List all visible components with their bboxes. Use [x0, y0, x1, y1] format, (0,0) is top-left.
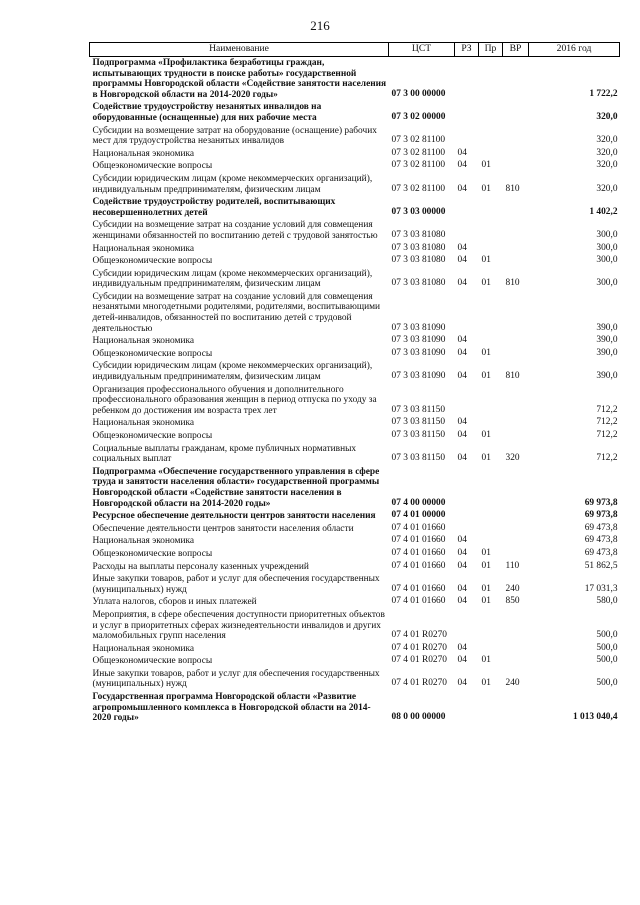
row-rz: [455, 384, 479, 418]
row-name: Общеэкономические вопросы: [92, 161, 213, 172]
row-rz: 04: [457, 242, 467, 253]
row-vr: [503, 548, 529, 561]
row-value: 712,2: [596, 417, 618, 428]
row-vr: [503, 643, 529, 656]
row-rz: [455, 219, 479, 242]
table-row: [90, 510, 620, 523]
table-row: [90, 596, 620, 609]
row-name: Мероприятия, в сфере обеспечения доступности приоритетных объектов и услуг в приоритетных сферах жизнедеятельности инвалидов и других маломобильных групп населения: [92, 609, 385, 642]
row-value: 390,0: [596, 335, 618, 346]
table-row: [90, 573, 620, 596]
row-pr: [479, 523, 503, 536]
row-pr: 01: [481, 160, 491, 171]
row-name: Субсидии юридическим лицам (кроме некоммерческих организаций), индивидуальным предпринимателям, физическим лицам: [92, 173, 373, 195]
row-rz: 04: [457, 160, 467, 171]
row-cst: 07 3 02 81100: [391, 160, 446, 171]
row-cst: 07 3 03 81080: [391, 242, 446, 253]
row-vr: [503, 348, 529, 361]
row-pr: 01: [481, 430, 491, 440]
row-vr: [503, 691, 529, 725]
row-name: Подпрограмма «Обеспечение государственного управления в сфере труда и занятости населения области» государственной программы Новгородской области «Содействие занятости населения в Новгородской области на 2014-2020 годы»: [92, 466, 380, 509]
row-pr: [479, 291, 503, 335]
row-pr: [479, 335, 503, 348]
row-vr: [503, 125, 529, 148]
row-pr: 01: [481, 560, 491, 571]
row-value: 17 031,3: [584, 583, 618, 594]
table-row: [90, 535, 620, 548]
table-row: [90, 173, 620, 196]
row-pr: [479, 196, 503, 219]
row-vr: 810: [505, 183, 520, 194]
table-row: [90, 430, 620, 443]
row-pr: 01: [481, 547, 491, 558]
table-row: [90, 443, 620, 466]
row-pr: [479, 57, 503, 102]
row-name: Подпрограмма «Профилактика безработицы граждан, испытывающих трудности в поиске работы» государственной программы Новгородской области «Содействие занятости населения в Новгородской области на 2014-2020 годы»: [92, 58, 387, 100]
row-cst: 07 4 01 01660: [391, 560, 446, 571]
table-row: [90, 384, 620, 418]
row-pr: [479, 148, 503, 161]
row-vr: [503, 466, 529, 510]
row-pr: 01: [481, 453, 491, 464]
row-value: 300,0: [596, 229, 618, 240]
row-value: 712,2: [596, 430, 618, 440]
row-cst: 07 3 03 81090: [391, 322, 446, 333]
row-rz: 04: [457, 642, 467, 653]
table-row: [90, 466, 620, 510]
row-pr: 01: [481, 278, 491, 289]
row-rz: 04: [457, 596, 467, 607]
table-row: [90, 160, 620, 173]
row-vr: 110: [505, 560, 520, 571]
row-value: 712,2: [596, 404, 618, 415]
row-name: Организация профессионального обучения и дополнительного профессионального образования женщин в период отпуска по уходу за ребенком до достижения им возраста трех лет: [92, 384, 377, 416]
row-pr: [479, 384, 503, 418]
row-cst: 07 3 00 00000: [391, 88, 446, 99]
row-cst: 07 4 01 R0270: [391, 655, 447, 666]
row-rz: 04: [457, 453, 467, 464]
row-pr: [479, 125, 503, 148]
row-name: Социальные выплаты гражданам, кроме публичных нормативных социальных выплат: [92, 443, 357, 465]
row-cst: 08 0 00 00000: [391, 712, 446, 723]
table-header-row: [90, 43, 620, 57]
row-vr: [503, 609, 529, 643]
row-value: 69 473,8: [584, 522, 618, 533]
row-cst: 07 4 01 R0270: [391, 678, 447, 689]
table-row: [90, 561, 620, 574]
row-name: Субсидии юридическим лицам (кроме некоммерческих организаций), индивидуальным предпринимателям, физическим лицам: [92, 268, 373, 290]
row-cst: 07 4 00 00000: [391, 497, 446, 508]
row-value: 69 473,8: [584, 547, 618, 558]
row-value: 500,0: [596, 642, 618, 653]
table-row: [90, 655, 620, 668]
row-cst: 07 4 01 01660: [391, 583, 446, 594]
row-vr: 810: [505, 371, 520, 382]
table-row: [90, 348, 620, 361]
row-rz: [455, 609, 479, 643]
row-value: 390,0: [596, 347, 618, 358]
row-value: 320,0: [596, 160, 618, 171]
row-rz: [455, 101, 479, 124]
row-rz: 04: [457, 430, 467, 440]
row-pr: [479, 219, 503, 242]
table-row: [90, 101, 620, 124]
table-row: [90, 148, 620, 161]
row-cst: 07 3 03 81080: [391, 255, 446, 266]
row-name: Субсидии на возмещение затрат на создание условий для совмещения незанятыми многодетными родителями, родителями, воспитывающими детей-инвалидов, обязанностей по воспитанию детей с трудовой деятельностью: [92, 291, 381, 334]
header-rz: РЗ: [455, 43, 479, 57]
row-value: 390,0: [596, 371, 618, 382]
table-row: [90, 523, 620, 536]
row-cst: 07 3 03 81150: [391, 430, 446, 440]
row-vr: [503, 255, 529, 268]
row-vr: [503, 523, 529, 536]
row-name: Национальная экономика: [92, 418, 195, 429]
row-rz: 04: [457, 535, 467, 546]
row-vr: [503, 219, 529, 242]
table-row: [90, 643, 620, 656]
row-name: Субсидии на возмещение затрат на создание условий для совмещения женщинами обязанностей по воспитанию детей с трудовой занятостью: [92, 220, 378, 241]
row-rz: 04: [457, 417, 467, 428]
row-name: Общеэкономические вопросы: [92, 656, 213, 667]
row-rz: [455, 57, 479, 102]
row-pr: 01: [481, 596, 491, 607]
row-cst: 07 3 03 00000: [391, 206, 446, 217]
row-rz: 04: [457, 371, 467, 382]
row-name: Общеэкономические вопросы: [92, 548, 213, 559]
row-name: Содействие трудоустройству незанятых инвалидов на оборудованные (оснащенные) для них рабочие места: [92, 102, 322, 123]
row-value: 580,0: [596, 596, 618, 607]
row-rz: 04: [457, 147, 467, 158]
table-row: [90, 691, 620, 725]
row-cst: 07 3 03 81150: [391, 453, 446, 464]
row-vr: 850: [505, 596, 520, 607]
row-value: 1 013 040,4: [572, 712, 618, 723]
header-pr: Пр: [479, 43, 503, 57]
row-name: Иные закупки товаров, работ и услуг для обеспечения государственных (муниципальных) нужд: [92, 574, 380, 595]
header-year: 2016 год: [529, 43, 620, 57]
row-rz: [455, 125, 479, 148]
row-value: 500,0: [596, 630, 618, 641]
row-name: Иные закупки товаров, работ и услуг для обеспечения государственных (муниципальных) нужд: [92, 668, 380, 690]
row-cst: 07 3 03 81090: [391, 335, 446, 346]
table-row: [90, 609, 620, 643]
row-cst: 07 3 02 81100: [391, 183, 446, 194]
row-value: 1 402,2: [589, 206, 618, 217]
row-rz: 04: [457, 678, 467, 689]
row-value: 1 722,2: [589, 88, 618, 99]
row-value: 500,0: [596, 678, 618, 689]
row-vr: [503, 384, 529, 418]
row-value: 69 973,8: [584, 497, 618, 508]
row-name: Государственная программа Новгородской области «Развитие агропромышленного комплекса в Новгородской области на 2014-2020 годы»: [92, 692, 371, 724]
table-row: [90, 268, 620, 291]
row-rz: [455, 510, 479, 523]
row-rz: 04: [457, 347, 467, 358]
row-vr: 240: [505, 678, 520, 689]
row-vr: 810: [505, 278, 520, 289]
row-vr: [503, 655, 529, 668]
row-name: Субсидии на возмещение затрат на оборудование (оснащение) рабочих мест для трудоустройства незанятых инвалидов: [92, 125, 377, 147]
row-value: 300,0: [596, 242, 618, 253]
row-value: 320,0: [596, 111, 618, 122]
row-cst: 07 3 02 81100: [391, 147, 446, 158]
row-rz: 04: [457, 183, 467, 194]
row-vr: [503, 101, 529, 124]
row-vr: [503, 160, 529, 173]
row-pr: [479, 466, 503, 510]
row-cst: 07 3 03 81090: [391, 371, 446, 382]
row-cst: 07 4 01 01660: [391, 522, 446, 533]
row-rz: [455, 291, 479, 335]
row-cst: 07 4 01 01660: [391, 547, 446, 558]
row-cst: 07 4 01 01660: [391, 535, 446, 546]
row-pr: [479, 609, 503, 643]
row-pr: 01: [481, 347, 491, 358]
row-rz: 04: [457, 255, 467, 266]
row-value: 390,0: [596, 322, 618, 333]
row-name: Общеэкономические вопросы: [92, 348, 213, 359]
table-row: [90, 255, 620, 268]
row-vr: 240: [505, 583, 520, 594]
row-vr: [503, 430, 529, 443]
row-rz: [455, 196, 479, 219]
row-vr: 320: [505, 453, 520, 464]
row-cst: 07 3 03 81080: [391, 278, 446, 289]
table-row: [90, 417, 620, 430]
row-vr: [503, 535, 529, 548]
row-name: Субсидии юридическим лицам (кроме некоммерческих организаций), индивидуальным предпринимателям, физическим лицам: [92, 361, 373, 383]
row-cst: 07 3 03 81150: [391, 404, 446, 415]
row-vr: [503, 335, 529, 348]
row-rz: [455, 691, 479, 725]
row-cst: 07 3 03 81150: [391, 417, 446, 428]
row-name: Национальная экономика: [92, 148, 195, 159]
row-rz: 04: [457, 655, 467, 666]
row-pr: 01: [481, 655, 491, 666]
page-number: 216: [310, 18, 330, 33]
row-pr: [479, 643, 503, 656]
row-cst: 07 4 01 R0270: [391, 642, 447, 653]
table-row: [90, 196, 620, 219]
row-value: 69 973,8: [584, 510, 618, 521]
row-rz: [455, 466, 479, 510]
row-value: 300,0: [596, 255, 618, 266]
table-row: [90, 548, 620, 561]
row-pr: 01: [481, 255, 491, 266]
row-cst: 07 3 02 81100: [391, 135, 446, 146]
row-pr: 01: [481, 583, 491, 594]
row-vr: [503, 243, 529, 256]
row-cst: 07 4 01 00000: [391, 510, 446, 521]
table-row: [90, 668, 620, 691]
row-vr: [503, 148, 529, 161]
row-pr: [479, 243, 503, 256]
table-row: [90, 360, 620, 383]
row-rz: 04: [457, 547, 467, 558]
table-row: [90, 243, 620, 256]
header-name: Наименование: [90, 43, 389, 57]
row-name: Обеспечение деятельности центров занятости населения области: [92, 523, 354, 534]
row-cst: 07 4 01 R0270: [391, 630, 447, 641]
table-row: [90, 219, 620, 242]
row-value: 320,0: [596, 147, 618, 158]
row-pr: 01: [481, 678, 491, 689]
row-rz: 04: [457, 560, 467, 571]
row-vr: [503, 510, 529, 523]
row-pr: [479, 417, 503, 430]
row-rz: 04: [457, 335, 467, 346]
row-name: Содействие трудоустройству родителей, воспитывающих несовершеннолетних детей: [92, 197, 336, 218]
row-rz: [455, 523, 479, 536]
table-row: [90, 57, 620, 102]
row-rz: 04: [457, 583, 467, 594]
row-name: Национальная экономика: [92, 643, 195, 654]
row-name: Национальная экономика: [92, 536, 195, 547]
row-pr: [479, 101, 503, 124]
row-name: Национальная экономика: [92, 336, 195, 347]
row-name: Национальная экономика: [92, 243, 195, 254]
row-value: 300,0: [596, 278, 618, 289]
row-name: Общеэкономические вопросы: [92, 431, 213, 441]
row-name: Общеэкономические вопросы: [92, 256, 213, 267]
row-cst: 07 3 02 00000: [391, 111, 446, 122]
row-pr: 01: [481, 183, 491, 194]
table-row: [90, 291, 620, 335]
table-row: [90, 335, 620, 348]
row-value: 500,0: [596, 655, 618, 666]
row-name: Расходы на выплаты персоналу казенных учреждений: [92, 561, 309, 572]
row-pr: [479, 535, 503, 548]
row-pr: 01: [481, 371, 491, 382]
row-cst: 07 4 01 01660: [391, 596, 446, 607]
table-body: [90, 57, 620, 725]
row-cst: 07 3 03 81080: [391, 229, 446, 240]
row-name: Ресурсное обеспечение деятельности центров занятости населения: [92, 511, 376, 522]
table-row: [90, 125, 620, 148]
row-value: 712,2: [596, 453, 618, 464]
row-pr: [479, 510, 503, 523]
row-vr: [503, 57, 529, 102]
header-vr: ВР: [503, 43, 529, 57]
row-value: 51 862,5: [584, 560, 618, 571]
row-value: 69 473,8: [584, 535, 618, 546]
header-cst: ЦСТ: [389, 43, 455, 57]
row-vr: [503, 291, 529, 335]
row-cst: 07 3 03 81090: [391, 347, 446, 358]
row-vr: [503, 196, 529, 219]
budget-table: [89, 42, 620, 725]
row-value: 320,0: [596, 135, 618, 146]
row-vr: [503, 417, 529, 430]
row-pr: [479, 691, 503, 725]
row-rz: 04: [457, 278, 467, 289]
row-value: 320,0: [596, 183, 618, 194]
row-name: Уплата налогов, сборов и иных платежей: [92, 597, 257, 608]
